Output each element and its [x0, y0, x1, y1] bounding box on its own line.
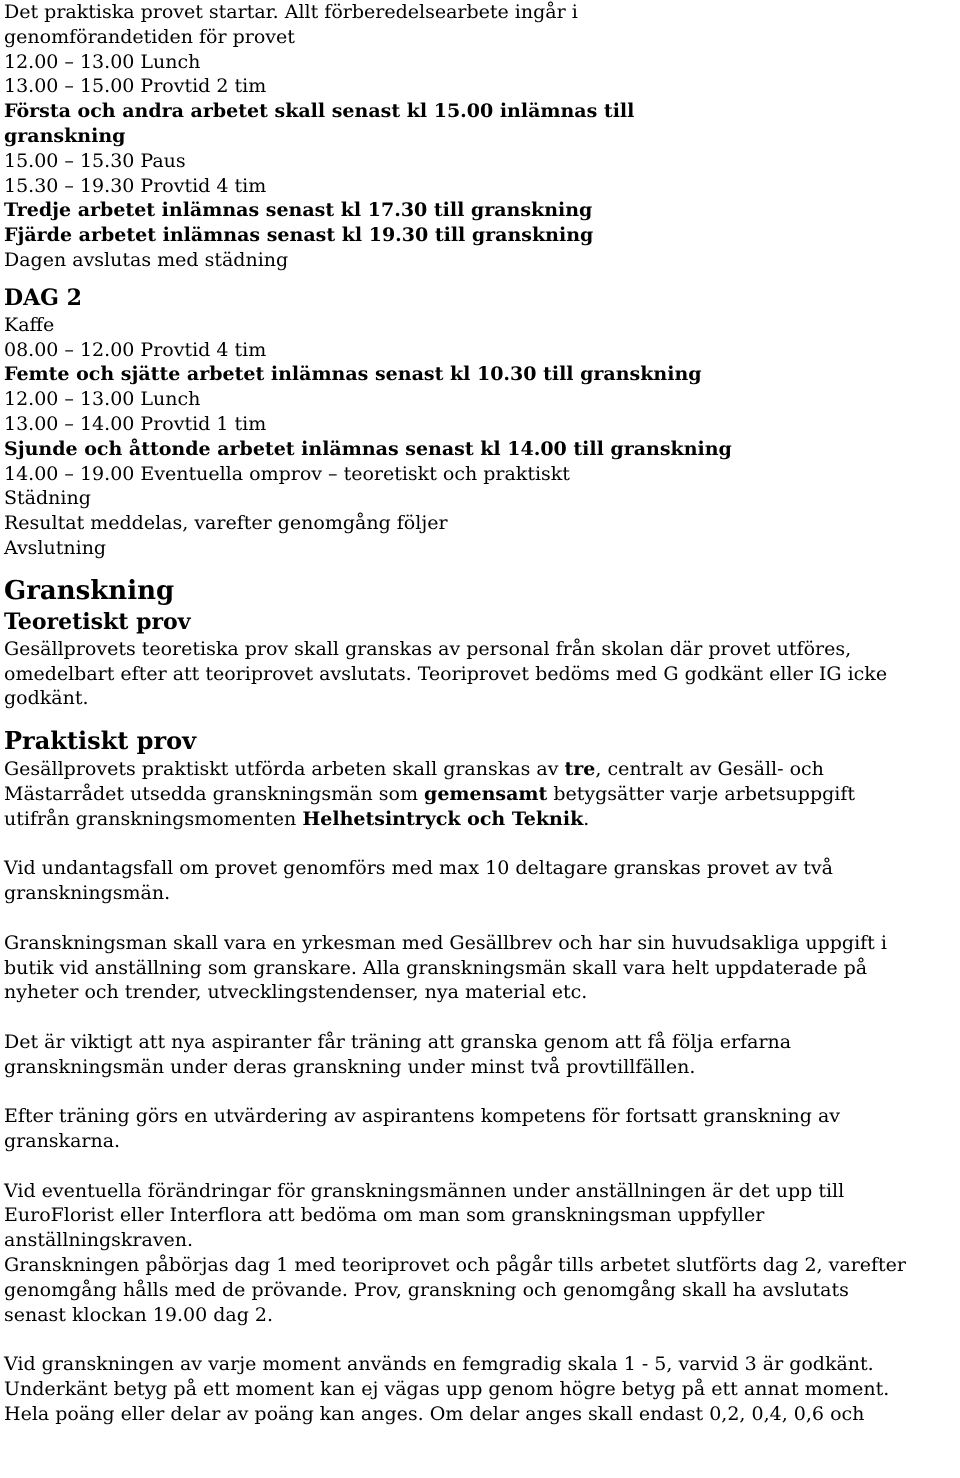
paragraph-line: granskningsmän. — [4, 882, 171, 905]
emphasis-tre: tre — [564, 758, 596, 781]
text-run: , centralt av Gesäll- och — [595, 758, 824, 781]
schedule-line: 13.00 – 15.00 Provtid 2 tim — [4, 75, 267, 98]
document-page — [4, 0, 956, 1427]
schedule-line: 08.00 – 12.00 Provtid 4 tim — [4, 338, 267, 361]
paragraph-line: butik vid anställning som granskare. Alla granskningsmän skall vara helt uppdaterade på — [4, 956, 868, 979]
paragraph-line: granskningsmän under deras granskning under minst två provtillfällen. — [4, 1055, 696, 1078]
schedule-line: Dagen avslutas med städning — [4, 248, 289, 271]
schedule-line: 15.30 – 19.30 Provtid 4 tim — [4, 174, 267, 197]
emphasis-gemensamt: gemensamt — [424, 782, 548, 805]
paragraph-exception — [4, 856, 956, 906]
paragraph-line: Granskningen påbörjas dag 1 med teoriprovet och pågår tills arbetet slutförts dag 2, varefter — [4, 1254, 907, 1277]
paragraph-line: granskarna. — [4, 1130, 121, 1153]
deadline-line: granskning — [4, 124, 126, 147]
deadline-line: Sjunde och åttonde arbetet inlämnas senast kl 14.00 till granskning — [4, 437, 732, 460]
section-heading-granskning: Granskning — [4, 575, 175, 606]
schedule-line: Resultat meddelas, varefter genomgång följer — [4, 512, 448, 535]
paragraph-line: nyheter och trender, utvecklingstendenser, nya material etc. — [4, 981, 588, 1004]
paragraph-line: EuroFlorist eller Interflora att bedöma om man som granskningsman uppfyller — [4, 1204, 765, 1227]
text-run: Gesällprovets praktiskt utförda arbeten skall granskas av — [4, 758, 565, 781]
paragraph-gap — [4, 1079, 956, 1104]
paragraph-line: genomgång hålls med de prövande. Prov, granskning och genomgång skall ha avslutats — [4, 1278, 849, 1301]
paragraph-line: godkänt. — [4, 687, 89, 710]
paragraph-evaluation — [4, 1104, 956, 1154]
schedule-line: 14.00 – 19.00 Eventuella omprov – teoretiskt och praktiskt — [4, 462, 570, 485]
paragraph-line: senast klockan 19.00 dag 2. — [4, 1303, 274, 1326]
day2-schedule — [4, 313, 956, 561]
paragraph-line — [4, 807, 956, 832]
schedule-line: 13.00 – 14.00 Provtid 1 tim — [4, 412, 267, 435]
day1-schedule — [4, 0, 956, 273]
subheading-theory: Teoretiskt prov — [4, 608, 191, 635]
text-run: betygsätter varje arbetsuppgift — [547, 782, 856, 805]
paragraph-line: anställningskraven. — [4, 1229, 194, 1252]
deadline-line: Första och andra arbetet skall senast kl 15.00 inlämnas till — [4, 100, 635, 123]
schedule-line: Städning — [4, 487, 91, 510]
paragraph-line: Underkänt betyg på ett moment kan ej vägas upp genom högre betyg på ett annat moment. — [4, 1378, 890, 1401]
paragraph-line: Gesällprovets teoretiska prov skall granskas av personal från skolan där provet utföres, — [4, 637, 852, 660]
text-run: utifrån granskningsmomenten — [4, 807, 303, 830]
practical-paragraph — [4, 757, 956, 831]
subheading-practical: Praktiskt prov — [4, 726, 197, 756]
text-run: . — [583, 807, 590, 830]
paragraph-gap — [4, 906, 956, 931]
deadline-line: Fjärde arbetet inlämnas senast kl 19.30 till granskning — [4, 224, 594, 247]
schedule-line: 12.00 – 13.00 Lunch — [4, 388, 201, 411]
paragraph-qualification — [4, 931, 956, 1005]
paragraph-line — [4, 782, 956, 807]
deadline-line: Tredje arbetet inlämnas senast kl 17.30 till granskning — [4, 199, 593, 222]
schedule-line: 15.00 – 15.30 Paus — [4, 149, 186, 172]
paragraph-line: Granskningsman skall vara en yrkesman med Gesällbrev och har sin huvudsakliga uppgift i — [4, 931, 887, 954]
schedule-line: Avslutning — [4, 536, 107, 559]
paragraph-line: Det är viktigt att nya aspiranter får träning att granska genom att få följa erfarna — [4, 1030, 792, 1053]
paragraph-gap — [4, 1005, 956, 1030]
theory-paragraph — [4, 637, 956, 711]
deadline-line: Femte och sjätte arbetet inlämnas senast kl 10.30 till granskning — [4, 363, 702, 386]
paragraph-line: Efter träning görs en utvärdering av aspirantens kompetens för fortsatt granskning av — [4, 1105, 841, 1128]
paragraph-line: omedelbart efter att teoriprovet avslutats. Teoriprovet bedöms med G godkänt eller IG icke — [4, 662, 888, 685]
paragraph-gap — [4, 1154, 956, 1179]
schedule-line: 12.00 – 13.00 Lunch — [4, 50, 201, 73]
day2-heading: DAG 2 — [4, 284, 82, 311]
paragraph-line: Vid granskningen av varje moment används en femgradig skala 1 - 5, varvid 3 är godkänt. — [4, 1353, 874, 1376]
paragraph-line: Vid undantagsfall om provet genomförs med max 10 deltagare granskas provet av två — [4, 857, 833, 880]
schedule-line: Kaffe — [4, 313, 55, 336]
paragraph-training — [4, 1030, 956, 1080]
paragraph-line — [4, 757, 956, 782]
emphasis-moments: Helhetsintryck och Teknik — [302, 807, 584, 830]
text-run: Mästarrådet utsedda granskningsmän som — [4, 782, 425, 805]
paragraph-grading — [4, 1352, 956, 1426]
paragraph-gap — [4, 832, 956, 857]
schedule-line: genomförandetiden för provet — [4, 25, 295, 48]
paragraph-line: Vid eventuella förändringar för granskningsmännen under anställningen är det upp till — [4, 1179, 845, 1202]
paragraph-line: Hela poäng eller delar av poäng kan anges. Om delar anges skall endast 0,2, 0,4, 0,6 och — [4, 1402, 865, 1425]
paragraph-changes — [4, 1179, 956, 1328]
schedule-line: Det praktiska provet startar. Allt förberedelsearbete ingår i — [4, 1, 578, 23]
paragraph-gap — [4, 1327, 956, 1352]
